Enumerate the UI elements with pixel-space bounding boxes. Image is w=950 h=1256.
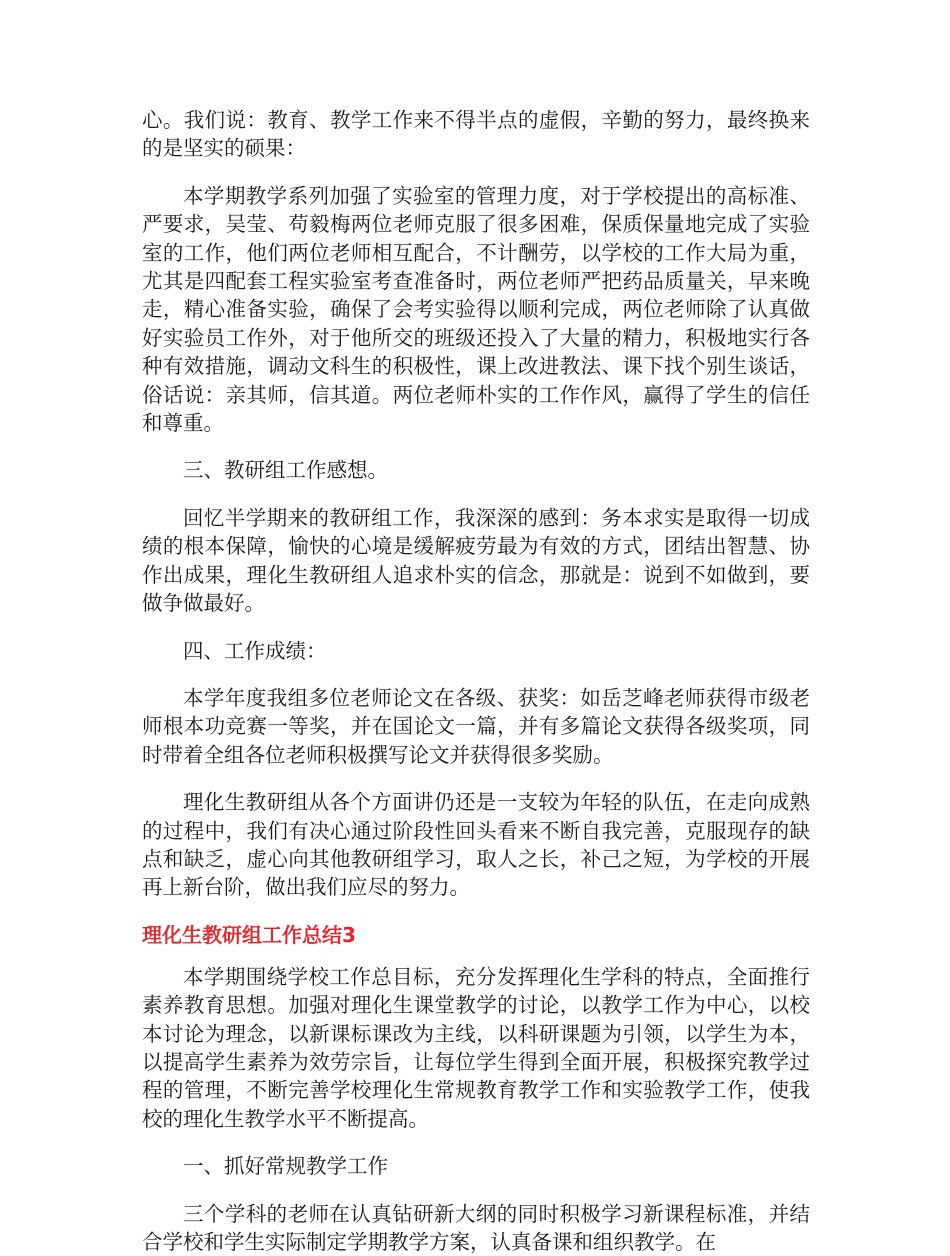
body-text-before: [142, 106, 810, 902]
paragraph: 本学年度我组多位老师论文在各级、获奖：如岳芝峰老师获得市级老师根本功竞赛一等奖，并在国论文一篇，并有多篇论文获得各级奖项，同时带着全组各位老师积极撰写论文并获得很多奖励。: [142, 685, 810, 767]
paragraph: 理化生教研组从各个方面讲仍还是一支较为年轻的队伍，在走向成熟的过程中，我们有决心通过阶段性回头看来不断自我完善，克服现存的缺点和缺乏，虚心向其他教研组学习，取人之长，补己之短，为学校的开展再上新台阶，做出我们应尽的努力。: [142, 790, 810, 900]
section-heading: 理化生教研组工作总结3: [142, 922, 356, 947]
paragraph: 四、工作成绩：: [183, 638, 327, 663]
body-text-after: [142, 963, 810, 1256]
paragraph: 本学期围绕学校工作总目标，充分发挥理化生学科的特点，全面推行素养教育思想。加强对理化生课堂教学的讨论，以教学工作为中心，以校本讨论为理念，以新课标课改为主线，以科研课题为引领，以学生为本，以提高学生素养为效劳宗旨，让每位学生得到全面开展，积极探究教学过程的管理，不断完善学校理化生常规教育教学工作和实验教学工作，使我校的理化生教学水平不断提高。: [142, 964, 810, 1131]
paragraph: 一、抓好常规教学工作: [183, 1154, 388, 1179]
paragraph: 心。我们说：教育、教学工作来不得半点的虚假，辛勤的努力，最终换来的是坚实的硕果：: [142, 108, 810, 161]
paragraph: 本学期教学系列加强了实验室的管理力度，对于学校提出的高标准、严要求，吴莹、苟毅梅两位老师克服了很多困难，保质保量地完成了实验室的工作，他们两位老师相互配合，不计酬劳，以学校的工作大局为重，尤其是四配套工程实验室考查准备时，两位老师严把药品质量关，早来晚走，精心准备实验，确保了会考实验得以顺利完成，两位老师除了认真做好实验员工作外，对于他所交的班级还投入了大量的精力，积极地实行各种有效措施，调动文科生的积极性，课上改进教法、课下找个别生谈话，俗话说：亲其师，信其道。两位老师朴实的工作作风，赢得了学生的信任和尊重。: [142, 183, 810, 436]
paragraph: 三个学科的老师在认真钻研新大纲的同时积极学习新课程标准，并结合学校和学生实际制定学期教学方案，认真备课和组织教学。在: [142, 1201, 810, 1254]
paragraph: 回忆半学期来的教研组工作，我深深的感到：务本求实是取得一切成绩的根本保障，愉快的心境是缓解疲劳最为有效的方式，团结出智慧、协作出成果，理化生教研组人追求朴实的信念，那就是：说到不如做到，要做争做最好。: [142, 505, 810, 616]
paragraph: 三、教研组工作感想。: [183, 458, 388, 483]
